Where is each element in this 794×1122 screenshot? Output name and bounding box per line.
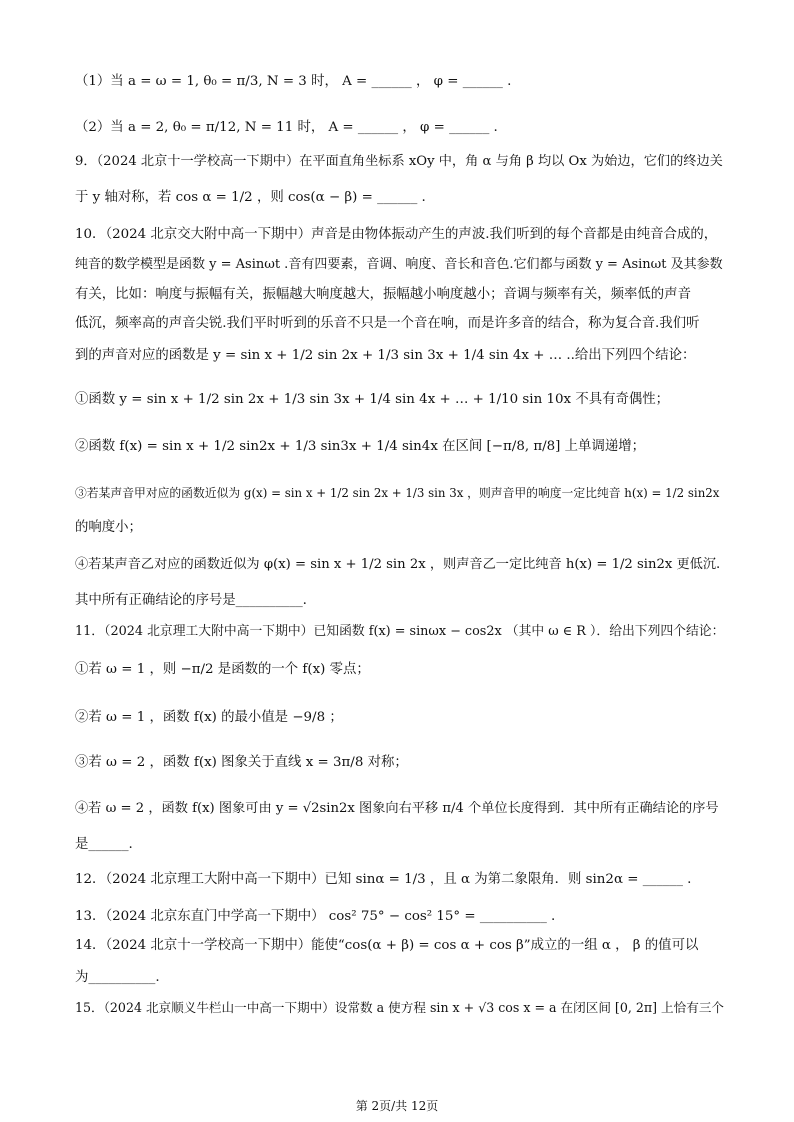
question-8-part-2: （2）当 a = 2, θ₀ = π/12, N = 11 时， A = ______ ， φ = ______ . xyxy=(75,120,498,135)
question-10-line-5: 到的声音对应的函数是 y = sin x + 1/2 sin 2x + 1/3 sin 3x + 1/4 sin 4x + … ..给出下列四个结论： xyxy=(75,348,696,363)
question-10-option-1: ①函数 y = sin x + 1/2 sin 2x + 1/3 sin 3x + 1/4 sin 4x + … + 1/10 sin 10x 不具有奇偶性； xyxy=(75,392,670,407)
question-10-line-4: 低沉，频率高的声音尖锐.我们平时听到的乐音不只是一个音在响，而是许多音的结合，称为复合音.我们听 xyxy=(75,316,700,331)
question-8-part-1: （1）当 a = ω = 1, θ₀ = π/3, N = 3 时， A = ______ ， φ = ______ . xyxy=(75,74,512,89)
question-10-option-4: ④若某声音乙对应的函数近似为 φ(x) = sin x + 1/2 sin 2x ，则声音乙一定比纯音 h(x) = 1/2 sin2x 更低沉. xyxy=(75,557,721,572)
question-12: 12．（2024 北京理工大附中高一下期中）已知 sinα = 1/3 ，且 α 为第二象限角．则 sin2α = ______ . xyxy=(75,872,692,887)
question-10-line-2: 纯音的数学模型是函数 y = Asinωt .音有四要素，音调、响度、音长和音色.它们都与函数 y = Asinωt 及其参数 xyxy=(75,257,723,272)
question-11-option-4: ④若 ω = 2 ，函数 f(x) 图象可由 y = √2sin2x 图象向右平移 π/4 个单位长度得到．其中所有正确结论的序号 xyxy=(75,801,719,816)
question-10-option-3-cont: 的响度小； xyxy=(75,520,142,535)
question-15-line-1: 15．（2024 北京顺义牛栏山一中高一下期中）设常数 a 使方程 sin x + √3 cos x = a 在闭区间 [0, 2π] 上恰有三个 xyxy=(75,1000,725,1015)
question-9-line-2: 于 y 轴对称，若 cos α = 1/2 ，则 cos(α − β) = ______ . xyxy=(75,190,426,205)
question-11-line-1: 11．（2024 北京理工大附中高一下期中）已知函数 f(x) = sinωx − cos2x （其中 ω ∈ R ）．给出下列四个结论： xyxy=(75,624,725,639)
question-10-option-3: ③若某声音甲对应的函数近似为 g(x) = sin x + 1/2 sin 2x + 1/3 sin 3x ，则声音甲的响度一定比纯音 h(x) = 1/2 sin2x xyxy=(75,486,720,500)
question-14-line-1: 14．（2024 北京十一学校高一下期中）能使“cos(α + β) = cos α + cos β”成立的一组 α ， β 的值可以 xyxy=(75,938,699,953)
question-9-line-1: 9．（2024 北京十一学校高一下期中）在平面直角坐标系 xOy 中，角 α 与角 β 均以 Ox 为始边，它们的终边关 xyxy=(75,154,723,169)
question-14-line-2: 为__________. xyxy=(75,970,160,985)
page-footer: 第 2页/共 12页 xyxy=(355,1099,439,1113)
question-10-line-1: 10．（2024 北京交大附中高一下期中）声音是由物体振动产生的声波.我们听到的每个音都是由纯音合成的， xyxy=(75,227,718,242)
question-10-line-3: 有关，比如：响度与振幅有关，振幅越大响度越大，振幅越小响度越小；音调与频率有关，频率低的声音 xyxy=(75,287,691,302)
question-10-answer-line: 其中所有正确结论的序号是__________. xyxy=(75,593,307,608)
question-11-option-3: ③若 ω = 2 ，函数 f(x) 图象关于直线 x = 3π/8 对称； xyxy=(75,755,408,770)
question-11-option-1: ①若 ω = 1 ，则 −π/2 是函数的一个 f(x) 零点； xyxy=(75,662,370,677)
question-11-option-2: ②若 ω = 1 ，函数 f(x) 的最小值是 −9/8 ； xyxy=(75,710,343,725)
question-13: 13．（2024 北京东直门中学高一下期中） cos² 75° − cos² 15° = __________ . xyxy=(75,909,556,924)
question-10-option-2: ②函数 f(x) = sin x + 1/2 sin2x + 1/3 sin3x + 1/4 sin4x 在区间 [−π/8, π/8] 上单调递增； xyxy=(75,439,646,454)
question-11-answer-line: 是______. xyxy=(75,837,133,852)
